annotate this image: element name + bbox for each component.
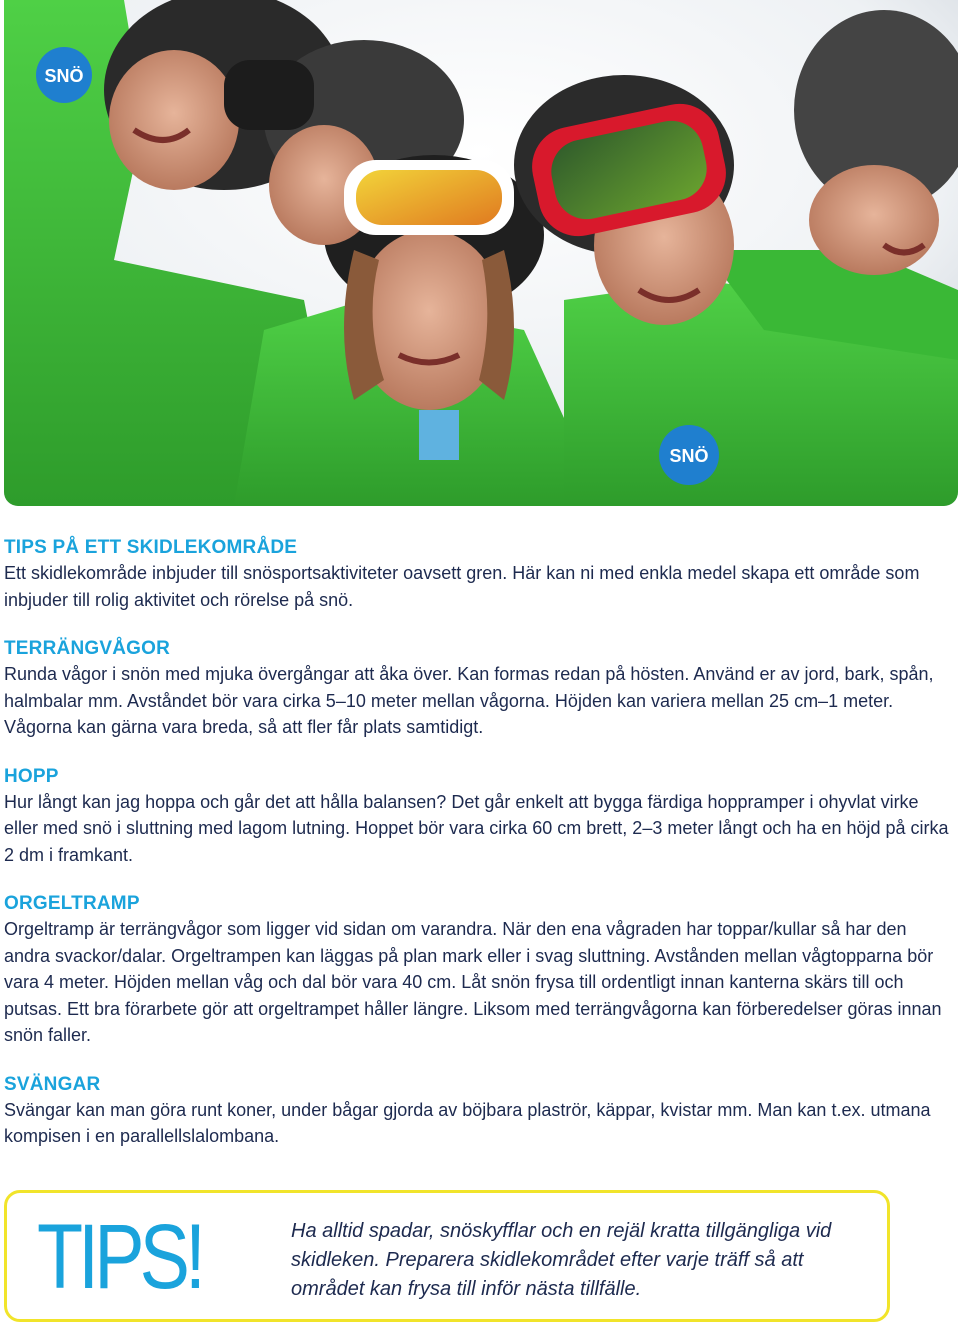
section-svangar	[4, 1073, 954, 1150]
section-text: Ett skidlekområde inbjuder till snösportsaktiviteter oavsett gren. Här kan ni med enkla medel skapa ett område som inbjuder till rolig aktivitet och rörelse på snö.	[4, 563, 920, 610]
section-text: Hur långt kan jag hoppa och går det att hålla balansen? Det går enkelt att bygga färdiga hoppramper i ohyvlat virke eller med snö i sluttning med lagom lutning. Hoppet bör vara cirka 60 cm brett, 2–3 meter långt och ha en höjd på cirka 2 dm i framkant.	[4, 791, 949, 865]
section-title: TIPS PÅ ETT SKIDLEKOMRÅDE	[4, 537, 298, 558]
svg-text:SNÖ: SNÖ	[44, 66, 84, 86]
sno-badge-icon	[659, 425, 719, 485]
hero-photo	[4, 0, 958, 506]
section-title: TERRÄNGVÅGOR	[4, 638, 171, 659]
group-photo-icon	[4, 0, 958, 506]
article-content	[4, 536, 954, 1174]
section-hopp	[4, 765, 954, 869]
section-text: Runda vågor i snön med mjuka övergångar att åka över. Kan formas redan på hösten. Använd er av jord, bark, spån, halmbalar mm. Avståndet bör vara cirka 5–10 meter mellan vågorna. Höjden kan variera mellan 25 cm–1 meter. Vågorna kan gärna vara breda, så att fler får plats samtidigt.	[4, 664, 934, 737]
tips-callout	[4, 1190, 890, 1322]
section-text: Svängar kan man göra runt koner, under bågar gjorda av böjbara plaströr, käppar, kvistar mm. Man kan t.ex. utmana kompisen i en parallellslalombana.	[4, 1099, 931, 1146]
sno-badge-icon	[36, 47, 92, 103]
tips-heading: TIPS!	[37, 1206, 202, 1308]
section-title: SVÄNGAR	[4, 1073, 101, 1095]
section-title: HOPP	[4, 765, 59, 787]
section-orgeltramp	[4, 892, 954, 1049]
section-title: ORGELTRAMP	[4, 893, 140, 914]
section-skidlekomrade	[4, 536, 954, 613]
section-text: Orgeltramp är terrängvågor som ligger vid sidan om varandra. När den ena vågraden har toppar/kullar så har den andra svackor/dalar. Orgeltrampen kan läggas på plan mark eller i svag sluttning. Avstånden mellan vågtopparna bör vara 4 meter. Höjden mellan våg och dal bör vara 40 cm. Låt snön frysa till ordentligt innan kanterna skärs till och putsas. Ett bra förarbete gör att orgeltrampet håller längre. Liksom med terrängvågorna kan förberedelser göras innan snön faller.	[4, 919, 942, 1045]
tips-text: Ha alltid spadar, snöskyfflar och en rejäl kratta tillgängliga vid skidleken. Preparera skidlekområdet efter varje träff så att området kan frysa till inför nästa tillfälle.	[291, 1220, 832, 1300]
section-terrangvagor	[4, 637, 954, 741]
svg-text:SNÖ: SNÖ	[669, 446, 709, 466]
